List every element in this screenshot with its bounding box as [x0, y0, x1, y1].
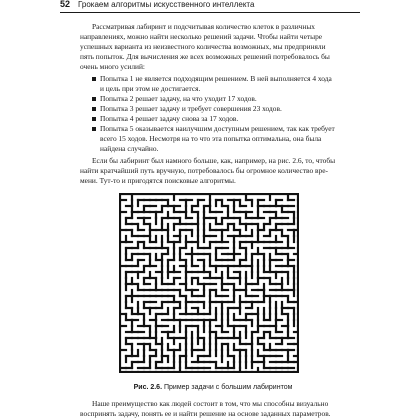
intro-line: успешных варианта из неизвестного количества возможных, мы предприняли [80, 42, 326, 51]
para-line: мени. Тут-то и пригодятся поисковые алгоритмы. [80, 176, 236, 185]
para-line: Наше преимущество как людей состоит в том, что мы способны визуально [92, 399, 329, 408]
page-header [60, 0, 360, 13]
attempt-line: Попытка 2 решает задачу, на что уходит 17 ходов. [100, 94, 257, 103]
figure-caption [80, 384, 346, 391]
bullet-icon [92, 127, 96, 131]
attempt-line: найдена случайно. [100, 144, 159, 153]
attempt-line: Попытка 4 решает задачу снова за 17 ходов. [100, 114, 239, 123]
intro-line: Рассматривая лабиринт и подсчитывая количество клеток в различных [92, 22, 316, 31]
figure-caption-text: Пример задачи с большим лабиринтом [163, 384, 293, 391]
page-number: 52 [60, 0, 71, 9]
para-line: воспринять задачу, понять ее и найти решение на основе заданных параметров. [80, 409, 331, 418]
intro-line: пять попыток. Для вычисления же всех возможных решений потребовалось бы [80, 52, 330, 61]
attempt-item [92, 104, 346, 114]
attempt-line: и цель при этом не достигается. [100, 84, 201, 93]
bullet-icon [92, 117, 96, 121]
figure-label: Рис. 2.6. [133, 384, 163, 391]
intro-line: направлениях, можно найти несколько решений задачи. Чтобы найти четыре [80, 32, 323, 41]
attempt-line: Попытка 3 решает задачу и требует совершения 23 ходов. [100, 104, 282, 113]
second-paragraph [80, 156, 346, 186]
maze-figure [119, 193, 299, 373]
intro-paragraph [80, 22, 346, 72]
attempt-line: всего 15 ходов. Несмотря на то что эта попытка оптимальна, она была [100, 134, 322, 143]
intro-line: очень много усилий: [80, 62, 145, 71]
bottom-paragraph [80, 399, 346, 419]
para-line: найти кратчайший путь вручную, потребовалось бы огромное количество вре- [80, 166, 328, 175]
running-title: Грокаем алгоритмы искусственного интеллекта [78, 0, 255, 9]
attempt-line: Попытка 5 оказывается наилучшим доступным решением, так как требует [100, 124, 335, 133]
attempt-line: Попытка 1 не является подходящим решением. В ней выполняется 4 хода [100, 74, 332, 83]
attempt-item [92, 114, 346, 124]
bullet-icon [92, 77, 96, 81]
maze-image [119, 193, 299, 373]
attempt-item [92, 74, 346, 94]
bullet-icon [92, 107, 96, 111]
attempts-list [92, 74, 346, 154]
bullet-icon [92, 97, 96, 101]
attempt-item [92, 124, 346, 154]
para-line: Если бы лабиринт был намного больше, как, например, на рис. 2.6, то, чтобы [92, 156, 336, 165]
attempt-item [92, 94, 346, 104]
